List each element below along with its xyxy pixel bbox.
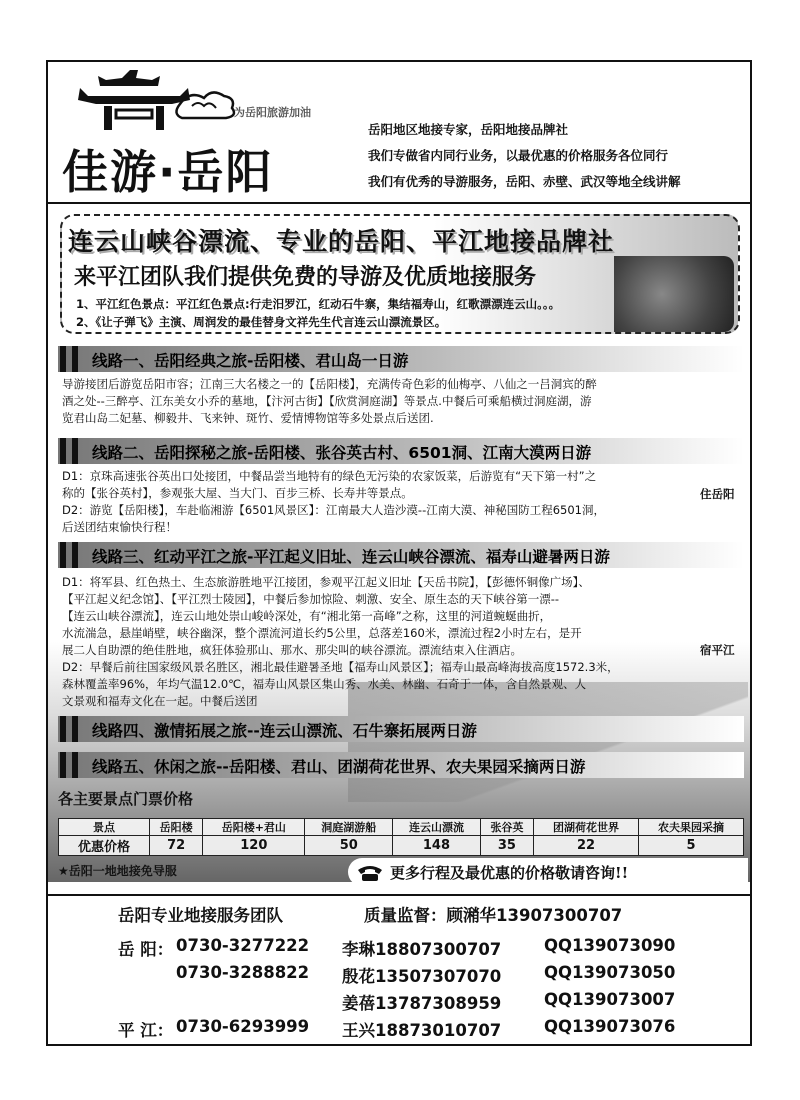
table-row [59,836,744,856]
table-cell: 5 [639,836,744,856]
telephone-icon [356,864,384,882]
table-row [59,819,744,836]
promo-box [60,214,740,334]
table-cell: 优惠价格 [59,836,150,856]
promo-line-2: 2、《让子弹飞》主演、周润发的最佳替身文祥先生代言连云山漂流景区。 [76,315,447,329]
route-2-line: D1：京珠高速张谷英出口处接团，中餐品尝当地特有的绿色无污染的农家饭菜，后游览有“天下第一村”之 [62,469,597,483]
qq-number: QQ139073076 [544,1017,676,1036]
route-1-title: 线路一、岳阳经典之旅-岳阳楼、君山岛一日游 [92,352,409,370]
table-cell: 团湖荷花世界 [534,819,639,836]
route-5-title: 线路五、休闲之旅--岳阳楼、君山、团湖荷花世界、农夫果园采摘两日游 [92,758,586,776]
table-cell: 农夫果园采摘 [639,819,744,836]
route-1-banner [58,346,744,372]
promo-line-1: 1、平江红色景点：平江红色景点:行走汨罗江，红动石牛寨，集结福寿山，红歌漂漂连云山。。。 [76,297,561,311]
price-table [58,818,744,856]
route-3-line: 水流湍急，悬崖峭壁，峡谷幽深，整个漂流河道长约5公里，总落差160米，漂流过程2小时左右，是开 [62,626,582,640]
route-3-line: 文景观和福寿文化在一起。中餐后送团 [62,694,258,708]
route-2-banner [58,438,744,464]
consult-text: 更多行程及最优惠的价格敬请咨询!! [390,864,629,882]
promo-title-2: 来平江团队我们提供免费的导游及优质地接服务 [74,265,537,290]
rafting-photo [614,256,734,332]
route-2-line: D2：游览【岳阳楼】，车赴临湘游【6501风景区】：江南最大人造沙漠--江南大漠、神秘国防工程6501洞， [62,503,605,517]
tagline-1: 岳阳地区地接专家，岳阳地接品牌社 [368,122,569,137]
promo-title-1: 连云山峡谷漂流、专业的岳阳、平江地接品牌社 [68,227,615,256]
table-cell: 50 [305,836,393,856]
route-2-line: 后送团结束愉快行程！ [62,520,177,534]
route-3-banner [58,542,744,568]
slogan: 为岳阳旅游加油 [234,106,311,119]
route-3-stay: 宿平江 [700,643,735,657]
table-cell: 148 [393,836,481,856]
route-5-banner [58,752,744,778]
table-cell: 景点 [59,819,150,836]
table-cell: 120 [203,836,305,856]
route-3-line: D2：早餐后前往国家级风景名胜区，湘北最佳避暑圣地【福寿山风景区】；福寿山最高峰海拔高度1572.3米， [62,660,619,674]
qq-number: QQ139073090 [544,936,676,955]
tagline-2: 我们专做省内同行业务，以最优惠的价格服务各位同行 [368,148,669,163]
table-cell: 72 [150,836,203,856]
contact-person: 王兴18873010707 [342,1021,502,1040]
route-4-banner [58,716,744,742]
free-guide-note: ★岳阳一地地接免导服 [58,864,177,878]
route-1-line: 酒之处--三醉亭、江东美女小乔的墓地，【汴河古街】【欣赏洞庭湖】等景点.中餐后可乘船横过洞庭湖，游 [62,394,592,408]
route-3-line: 【连云山峡谷漂流】，连云山地处崇山峻岭深处，有“湘北第一高峰”之称，这里的河道蜿蜒曲折， [62,609,552,623]
table-cell: 35 [480,836,533,856]
service-team: 岳阳专业地接服务团队 [118,906,283,925]
route-4-title: 线路四、激情拓展之旅--连云山漂流、石牛寨拓展两日游 [92,722,477,740]
phone-number: 0730-6293999 [176,1017,310,1036]
phone-number: 0730-3277222 [176,936,310,955]
route-2-line: 称的【张谷英村】，参观张大屋、当大门、百步三桥、长寿井等景点。 [62,486,413,500]
route-2-stay: 住岳阳 [700,487,735,501]
contact-section [48,894,750,1046]
qq-number: QQ139073050 [544,963,676,982]
qq-number: QQ139073007 [544,990,676,1009]
pagoda-logo-icon [60,66,250,136]
consult-banner [348,858,748,886]
brand-name: 佳游·岳阳 [62,145,274,199]
table-cell: 张谷英 [480,819,533,836]
yueyang-label: 岳 阳： [118,940,174,959]
flyer-frame [46,60,752,1046]
route-3-title: 线路三、红动平江之旅-平江起义旧址、连云山峡谷漂流、福寿山避暑两日游 [92,548,610,566]
table-cell: 洞庭湖游船 [305,819,393,836]
table-cell: 岳阳楼 [150,819,203,836]
contact-person: 李琳18807300707 [342,940,502,959]
phone-number: 0730-3288822 [176,963,310,982]
route-3-line: D1：将军县、红色热土、生态旅游胜地平江接团，参观平江起义旧址【天岳书院】，【彭德怀铜像广场】、 [62,575,590,589]
header [48,62,750,204]
route-2-title: 线路二、岳阳探秘之旅-岳阳楼、张谷英古村、6501洞、江南大漠两日游 [92,444,592,462]
contact-person: 姜蓓13787308959 [342,994,502,1013]
route-1-line: 导游接团后游览岳阳市容；江南三大名楼之一的【岳阳楼】，充满传奇色彩的仙梅亭、八仙之一吕洞宾的醉 [62,377,597,391]
route-3-line: 森林覆盖率96%，年均气温12.0℃，福寿山风景区集山秀、水美、林幽、石奇于一体，含自然景观、人 [62,677,587,691]
route-1-line: 览君山岛二妃墓、柳毅井、飞来钟、斑竹、爱情博物馆等多处景点后送团. [62,411,434,425]
temple-roof-image [348,682,748,802]
quality-supervision: 质量监督：顾潲华13907300707 [364,906,623,925]
route-3-line: 【平江起义纪念馆】、【平江烈士陵园】，中餐后参加惊险、刺激、安全、原生态的天下峡谷第一漂-- [62,592,560,606]
contact-person: 殷花13507307070 [342,967,502,986]
table-cell: 连云山漂流 [393,819,481,836]
route-3-line: 展二人自助漂的绝佳胜地，疯狂体验那山、那水、那尖叫的峡谷漂流。漂流结束入住酒店。 [62,643,522,657]
table-cell: 22 [534,836,639,856]
pingjiang-label: 平 江： [118,1021,174,1040]
tagline-3: 我们有优秀的导游服务，岳阳、赤壁、武汉等地全线讲解 [368,174,681,189]
table-cell: 岳阳楼+君山 [203,819,305,836]
price-title: 各主要景点门票价格 [58,790,194,808]
